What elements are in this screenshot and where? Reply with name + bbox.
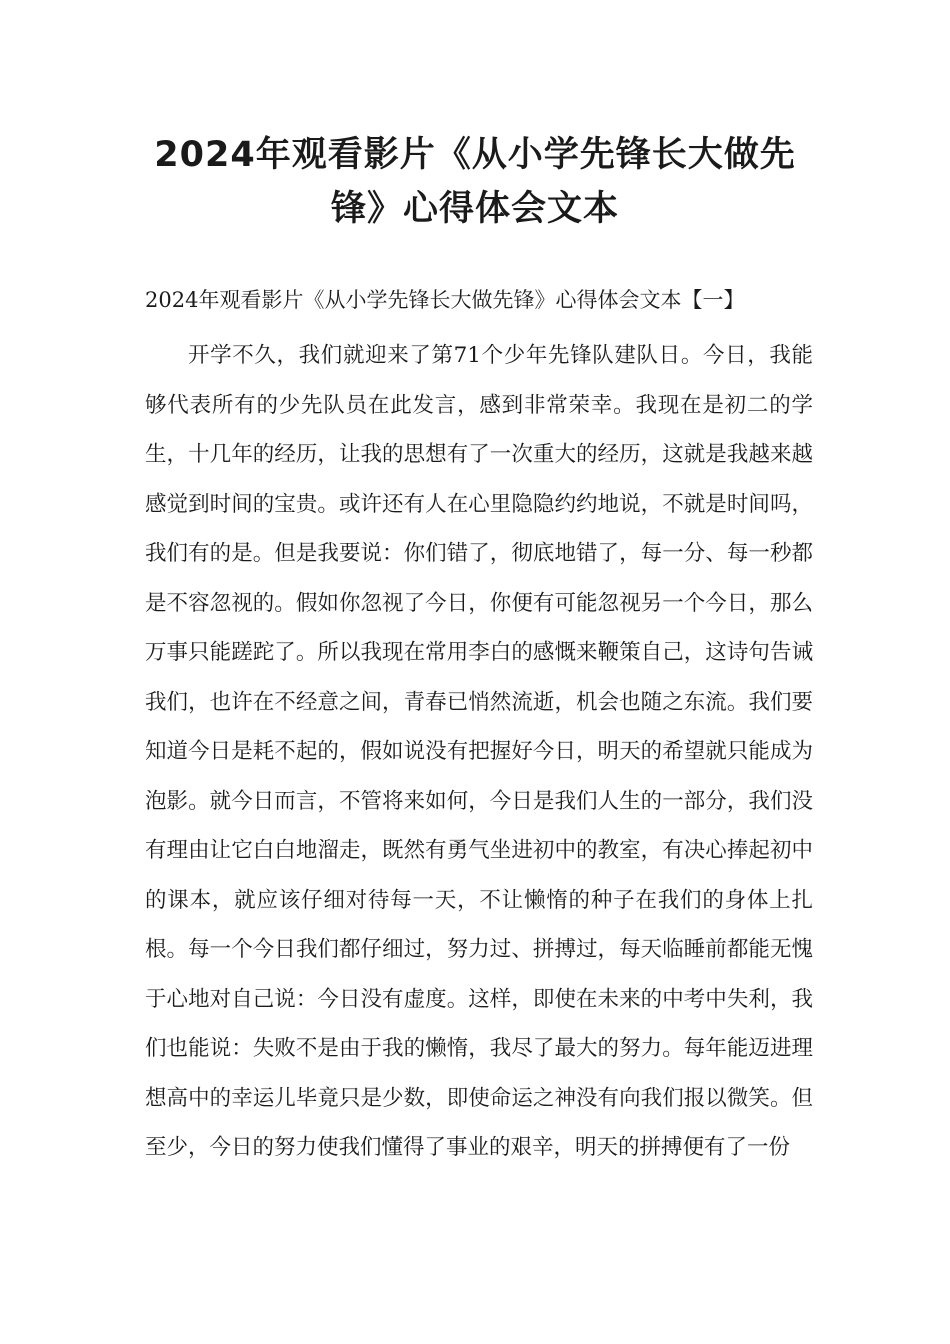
document-title: 2024年观看影片《从小学先锋长大做先锋》心得体会文本 xyxy=(154,135,796,229)
body-paragraph: 开学不久，我们就迎来了第71个少年先锋队建队日。今日，我能够代表所有的少先队员在此发言，感到非常荣幸。我现在是初二的学生，十几年的经历，让我的思想有了一次重大的经历，这就是我越来越感觉到时间的宝贵。或许还有人在心里隐隐约约地说，不就是时间吗，我们有的是。但是我要说：你们错了，彻底地错了，每一分、每一秒都是不容忽视的。假如你忽视了今日，你便有可能忽视另一个今日，那么万事只能蹉跎了。所以我现在常用李白的感慨来鞭策自己，这诗句告诫我们，也许在不经意之间，青春已悄然流逝，机会也随之东流。我们要知道今日是耗不起的，假如说没有把握好今日，明天的希望就只能成为泡影。就今日而言，不管将来如何，今日是我们人生的一部分，我们没有理由让它白白地溜走，既然有勇气坐进初中的教室，有决心捧起初中的课本，就应该仔细对待每一天，不让懒惰的种子在我们的身体上扎根。每一个今日我们都仔细过，努力过、拼搏过，每天临睡前都能无愧于心地对自己说：今日没有虚度。这样，即使在未来的中考中失利，我们也能说：失败不是由于我的懒惰，我尽了最大的努力。每年能迈进理想高中的幸运儿毕竟只是少数，即使命运之神没有向我们报以微笑。但至少，今日的努力使我们懂得了事业的艰辛，明天的拼搏便有了一份 xyxy=(145,343,813,1160)
section-heading: 2024年观看影片《从小学先锋长大做先锋》心得体会文本【一】 xyxy=(145,288,745,312)
